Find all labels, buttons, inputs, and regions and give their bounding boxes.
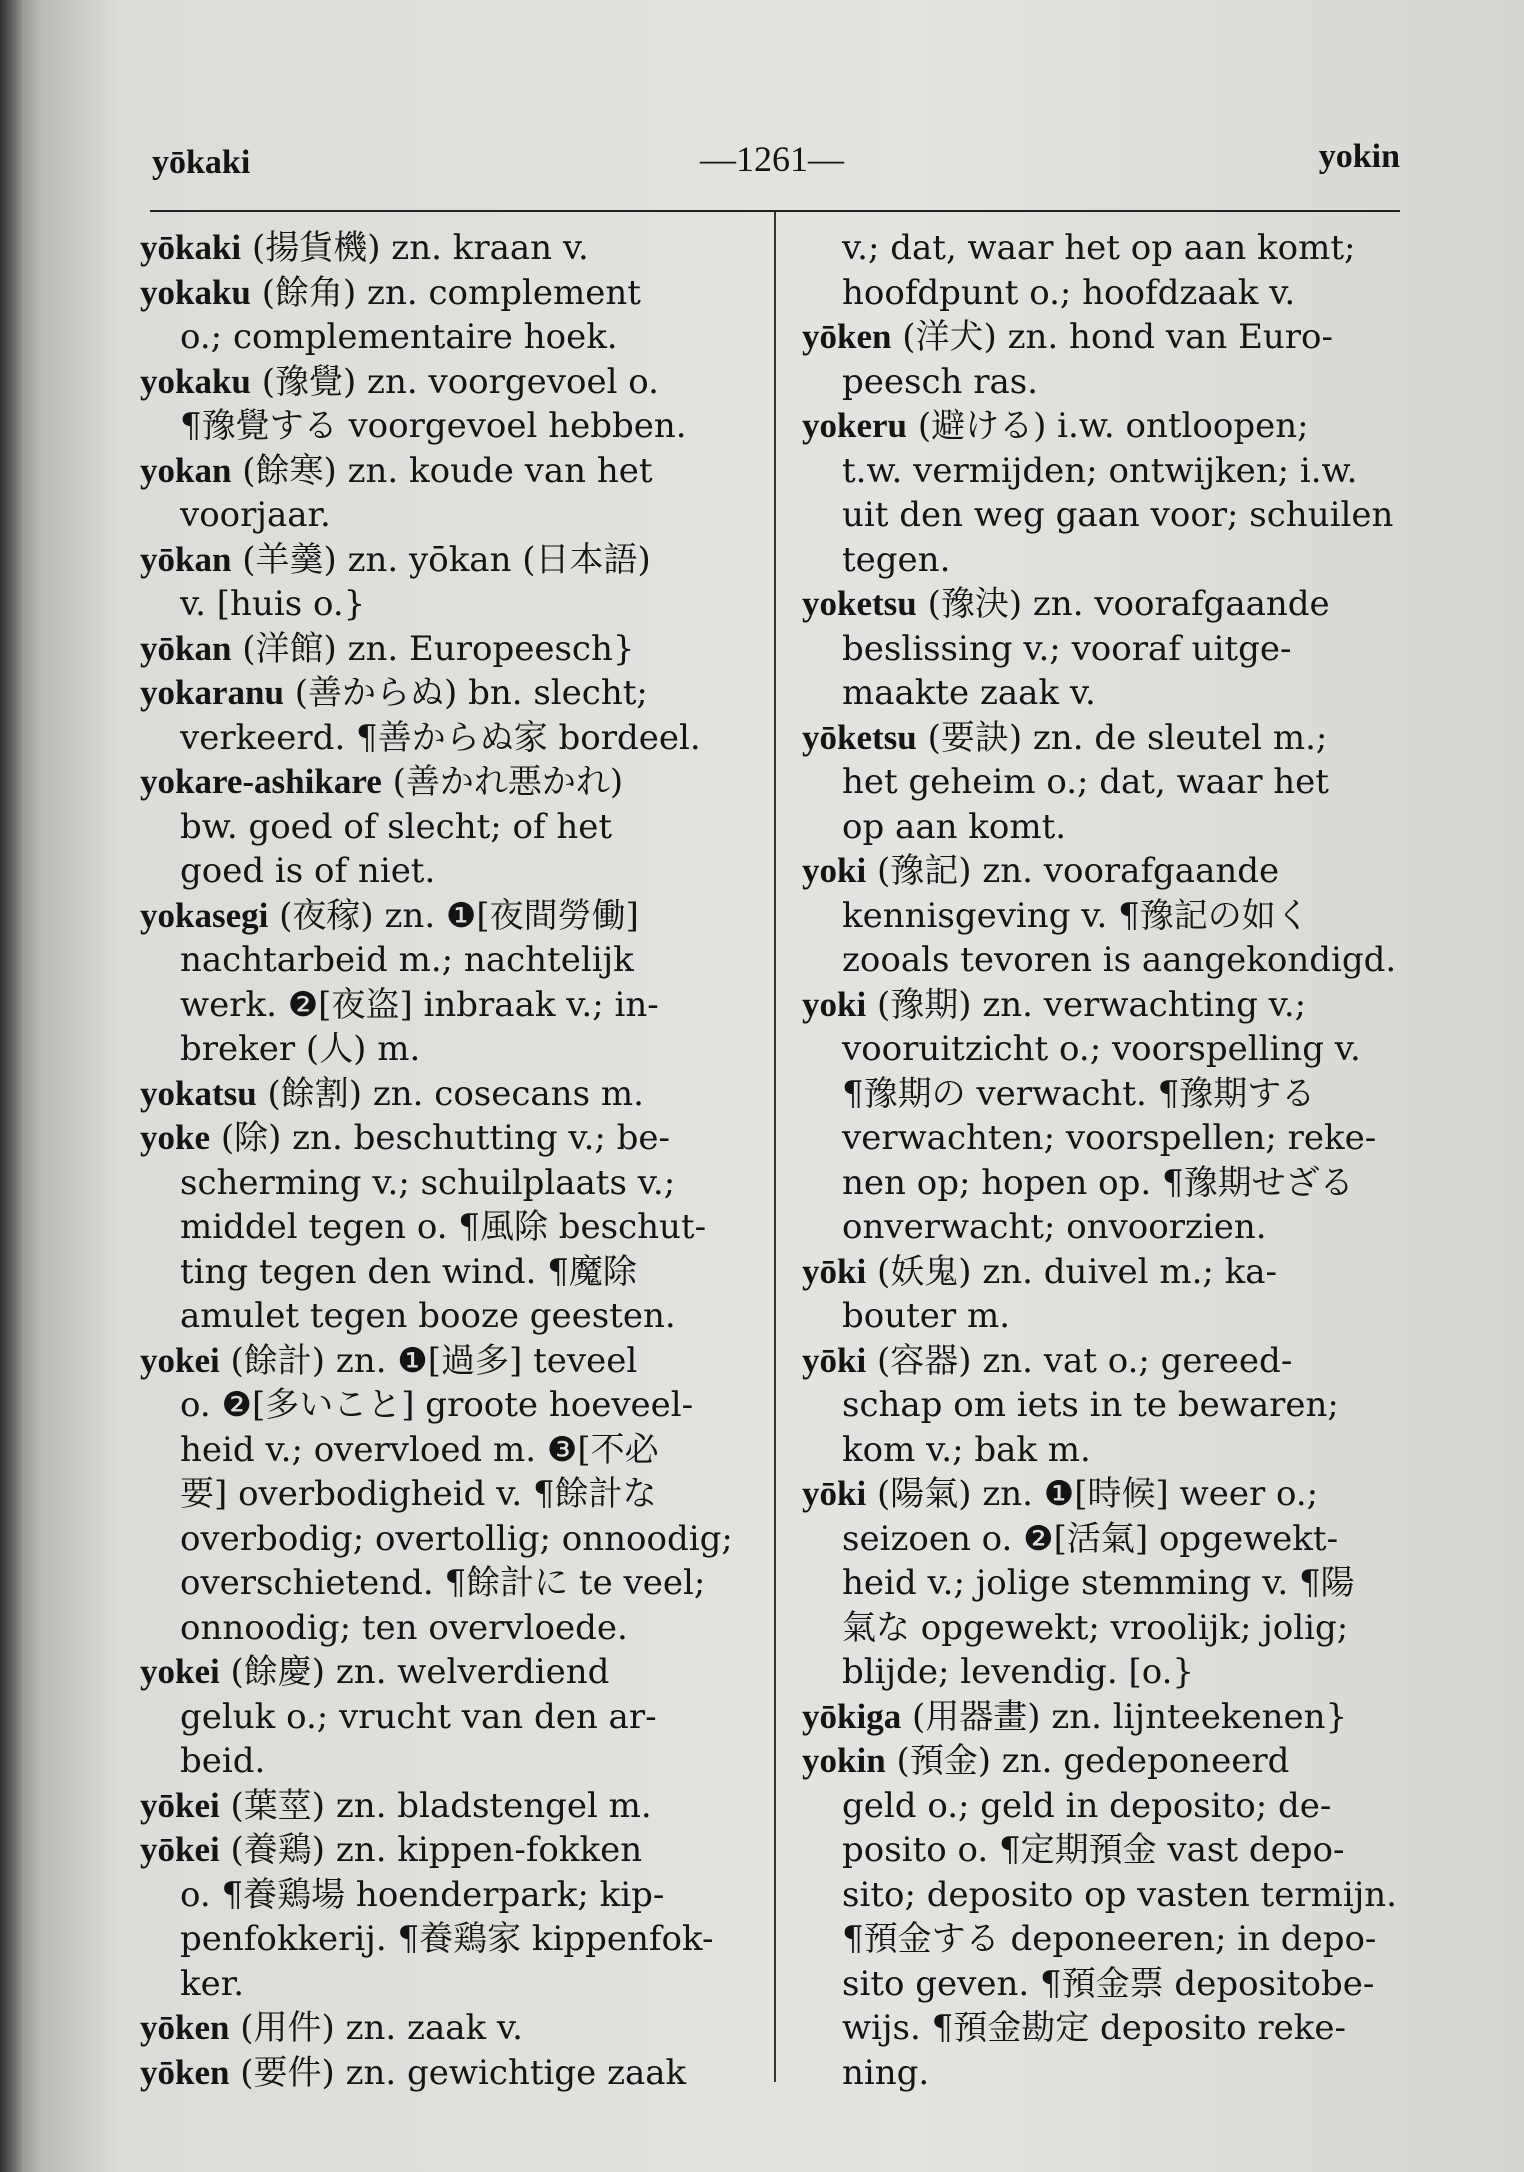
dictionary-entry <box>140 271 760 360</box>
entry-continuation-line <box>140 493 760 538</box>
entry-text: (羊羹) zn. yōkan (日本語) <box>242 539 651 580</box>
headword: yokasegi <box>140 895 269 935</box>
entry-text: verkeerd. ¶善からぬ家 bordeel. <box>180 717 701 758</box>
entry-continuation-line <box>802 1294 1432 1339</box>
dictionary-entry <box>802 716 1432 850</box>
page-edge-shadow <box>0 0 22 2172</box>
entry-text: (要件) zn. gewichtige zaak <box>240 2052 687 2093</box>
entry-text: voorjaar. <box>180 495 331 535</box>
page-number: —1261— <box>700 139 844 179</box>
entry-text: scherming v.; schuilplaats v.; <box>180 1162 676 1203</box>
entry-continuation-line <box>140 1917 760 1962</box>
entry-text: geld o.; geld in deposito; de- <box>842 1785 1332 1826</box>
entry-first-line <box>802 716 1432 761</box>
entry-text: o. ❷[多いこと] groote hoeveel- <box>180 1385 694 1425</box>
entry-continuation-line <box>802 805 1432 850</box>
entry-text: v. [huis o.} <box>180 584 366 624</box>
entry-continuation-line <box>802 1428 1432 1473</box>
dictionary-entry <box>802 226 1432 315</box>
entry-text: overschietend. ¶餘計に te veel; <box>180 1563 706 1603</box>
entry-text: (除) zn. beschutting v.; be- <box>220 1118 671 1158</box>
entry-text: zooals tevoren is aangekondigd. <box>842 940 1397 980</box>
entry-first-line <box>802 404 1432 449</box>
entry-text: middel tegen o. ¶風除 beschut- <box>180 1207 707 1247</box>
headword: yoki <box>802 851 867 890</box>
headword: yōken <box>802 317 892 356</box>
entry-continuation-line <box>140 716 760 761</box>
entry-first-line <box>802 226 1432 271</box>
entry-continuation-line <box>140 1205 760 1250</box>
entry-first-line <box>802 1739 1432 1784</box>
left-column <box>140 226 760 2095</box>
entry-first-line <box>802 1695 1432 1740</box>
dictionary-entry <box>802 849 1432 983</box>
entry-first-line <box>140 2006 760 2051</box>
entry-continuation-line <box>140 1606 760 1651</box>
entry-text: posito o. ¶定期預金 vast depo- <box>842 1830 1345 1870</box>
entry-text: (夜稼) zn. ❶[夜間勞働] <box>279 895 639 936</box>
entry-continuation-line <box>802 1828 1432 1873</box>
entry-first-line <box>140 2051 760 2096</box>
entry-text: (洋館) zn. Europeesch} <box>242 628 635 669</box>
headword: yoketsu <box>802 584 917 623</box>
entry-text: ¶豫覺する voorgevoel hebben. <box>180 406 687 446</box>
entry-first-line <box>802 849 1432 894</box>
headword: yōki <box>802 1474 867 1513</box>
dictionary-entry <box>802 1472 1432 1695</box>
headword: yōken <box>140 2008 230 2047</box>
entry-text: het geheim o.; dat, waar het <box>842 762 1329 802</box>
entry-text: (餘計) zn. ❶[過多] teveel <box>230 1340 638 1381</box>
entry-continuation-line <box>140 983 760 1028</box>
entry-continuation-line <box>802 1561 1432 1606</box>
entry-text: seizoen o. ❷[活氣] opgewekt- <box>842 1518 1339 1559</box>
entry-text: ting tegen den wind. ¶魔除 <box>180 1251 637 1292</box>
entry-continuation-line <box>802 894 1432 939</box>
entry-text: onverwacht; onvoorzien. <box>842 1207 1267 1247</box>
entry-text: (餘慶) zn. welverdiend <box>230 1652 610 1692</box>
dictionary-entry <box>802 1695 1432 1740</box>
entry-text: (豫記) zn. voorafgaande <box>877 851 1280 891</box>
entry-continuation-line <box>802 1072 1432 1117</box>
dictionary-entry <box>140 894 760 1072</box>
entry-continuation-line <box>140 1472 760 1517</box>
entry-text: beid. <box>180 1741 266 1781</box>
dictionary-entry <box>140 449 760 538</box>
entry-continuation-line <box>140 1962 760 2007</box>
headword: yokeru <box>802 406 907 445</box>
header-left-guideword: yōkaki <box>152 144 251 181</box>
entry-text: (葉莖) zn. bladstengel m. <box>230 1785 652 1826</box>
entry-continuation-line <box>802 760 1432 805</box>
entry-text: (養鶏) zn. kippen-fokken <box>230 1830 643 1870</box>
entry-text: (預金) zn. gedeponeerd <box>896 1741 1290 1781</box>
entry-text: bouter m. <box>842 1296 1011 1336</box>
headword: yōken <box>140 2052 230 2092</box>
entry-text: (洋犬) zn. hond van Euro- <box>902 317 1333 357</box>
entry-first-line <box>140 760 760 805</box>
entry-text: heid v.; overvloed m. ❸[不必 <box>180 1429 659 1470</box>
entry-continuation-line <box>802 2006 1432 2051</box>
headword: yōkei <box>140 1785 220 1825</box>
headword: yōki <box>802 1251 867 1291</box>
entry-first-line <box>140 1339 760 1384</box>
entry-text: vooruitzicht o.; voorspelling v. <box>842 1029 1361 1069</box>
headword: yōki <box>802 1340 867 1380</box>
entry-continuation-line <box>140 1695 760 1740</box>
headword: yōkei <box>140 1830 220 1869</box>
entry-continuation-line <box>802 1650 1432 1695</box>
dictionary-entry <box>802 315 1432 404</box>
headword: yokan <box>140 450 232 490</box>
entry-first-line <box>140 671 760 716</box>
entry-first-line <box>140 449 760 494</box>
dictionary-entry <box>802 1739 1432 2095</box>
entry-first-line <box>140 360 760 405</box>
entry-continuation-line <box>802 449 1432 494</box>
entry-continuation-line <box>140 315 760 360</box>
entry-continuation-line <box>140 1383 760 1428</box>
entry-text: (揚貨機) zn. kraan v. <box>251 228 589 268</box>
entry-continuation-line <box>140 1873 760 1918</box>
dictionary-entry <box>802 1339 1432 1473</box>
entry-continuation-line <box>140 1517 760 1562</box>
entry-text: v.; dat, waar het op aan komt; <box>842 228 1356 268</box>
entry-text: peesch ras. <box>842 361 1038 402</box>
entry-text: ker. <box>180 1963 245 2004</box>
entry-continuation-line <box>140 1294 760 1339</box>
dictionary-entry <box>140 1784 760 1829</box>
entry-text: sito; deposito op vasten termijn. <box>842 1874 1397 1915</box>
headword: yokaku <box>140 272 251 312</box>
entry-text: geluk o.; vrucht van den ar- <box>180 1696 657 1737</box>
entry-text: verwachten; voorspellen; reke- <box>842 1118 1377 1158</box>
entry-continuation-line <box>140 849 760 894</box>
dictionary-entry <box>140 2006 760 2051</box>
entry-continuation-line <box>802 1606 1432 1651</box>
entry-continuation-line <box>802 1784 1432 1829</box>
entry-continuation-line <box>802 1027 1432 1072</box>
entry-first-line <box>140 1784 760 1829</box>
entry-first-line <box>140 226 760 271</box>
entry-continuation-line <box>140 805 760 850</box>
entry-text: (要訣) zn. de sleutel m.; <box>927 717 1328 758</box>
entry-text: (餘割) zn. cosecans m. <box>267 1073 644 1114</box>
dictionary-entry <box>802 404 1432 582</box>
entry-text: ning. <box>842 2052 930 2093</box>
entry-text: (豫期) zn. verwachting v.; <box>877 984 1307 1025</box>
entry-text: op aan komt. <box>842 806 1067 847</box>
entry-text: (餘寒) zn. koude van het <box>242 450 653 491</box>
entry-continuation-line <box>140 1739 760 1784</box>
entry-first-line <box>140 894 760 939</box>
entry-text: kennisgeving v. ¶豫記の如く <box>842 895 1310 936</box>
entry-text: onnoodig; ten overvloede. <box>180 1607 628 1648</box>
entry-continuation-line <box>802 1383 1432 1428</box>
entry-text: nachtarbeid m.; nachtelijk <box>180 940 634 980</box>
entry-continuation-line <box>140 1250 760 1295</box>
headword: yōkan <box>140 628 232 668</box>
entry-text: wijs. ¶預金勘定 deposito reke- <box>842 2008 1346 2048</box>
entry-continuation-line <box>802 538 1432 583</box>
entry-continuation-line <box>140 404 760 449</box>
headword: yokin <box>802 1741 886 1780</box>
entry-continuation-line <box>140 1027 760 1072</box>
entry-text: (陽氣) zn. ❶[時候] weer o.; <box>877 1474 1319 1514</box>
entry-text: ¶預金する deponeeren; in depo- <box>842 1919 1377 1959</box>
entry-first-line <box>802 1339 1432 1384</box>
entry-continuation-line <box>140 1161 760 1206</box>
entry-continuation-line <box>802 360 1432 405</box>
entry-continuation-line <box>802 493 1432 538</box>
headword: yokare-ashikare <box>140 762 382 801</box>
entry-continuation-line <box>802 1116 1432 1161</box>
entry-continuation-line <box>802 1873 1432 1918</box>
dictionary-entry <box>802 1250 1432 1339</box>
entry-text: (豫覺) zn. voorgevoel o. <box>261 361 659 402</box>
entry-first-line <box>802 1250 1432 1295</box>
dictionary-entry <box>140 1650 760 1784</box>
dictionary-entry <box>140 538 760 627</box>
entry-first-line <box>140 271 760 316</box>
entry-first-line <box>802 315 1432 360</box>
entry-continuation-line <box>802 1962 1432 2007</box>
entry-first-line <box>140 1072 760 1117</box>
entry-text: hoofdpunt o.; hoofdzaak v. <box>842 272 1296 313</box>
dictionary-entry <box>140 671 760 760</box>
entry-continuation-line <box>140 938 760 983</box>
entry-text: (容器) zn. vat o.; gereed- <box>877 1340 1293 1381</box>
dictionary-entry <box>140 1339 760 1651</box>
dictionary-entry <box>140 226 760 271</box>
headword: yōkan <box>140 539 232 579</box>
entry-text: penfokkerij. ¶養鶏家 kippenfok- <box>180 1919 714 1959</box>
entry-first-line <box>802 582 1432 627</box>
entry-text: ¶豫期の verwacht. ¶豫期する <box>842 1073 1316 1114</box>
entry-text: heid v.; jolige stemming v. ¶陽 <box>842 1563 1355 1603</box>
entry-continuation-line <box>802 671 1432 716</box>
entry-text: sito geven. ¶預金票 depositobe- <box>842 1963 1375 2004</box>
headword: yōkaki <box>140 228 242 267</box>
entry-continuation-line <box>802 1517 1432 1562</box>
headword: yōketsu <box>802 717 917 757</box>
entry-text: bw. goed of slecht; of het <box>180 806 613 847</box>
header-right-guideword: yokin <box>1318 138 1400 175</box>
entry-continuation-line <box>802 1917 1432 1962</box>
entry-continuation-line <box>802 1161 1432 1206</box>
entry-text: (善かれ悪かれ) <box>392 762 624 802</box>
dictionary-entry <box>140 627 760 672</box>
entry-text: blijde; levendig. [o.} <box>842 1652 1195 1692</box>
entry-text: goed is of niet. <box>180 851 436 891</box>
dictionary-entry <box>802 983 1432 1250</box>
dictionary-entry <box>140 1116 760 1339</box>
entry-text: beslissing v.; vooraf uitge- <box>842 628 1292 669</box>
entry-text: uit den weg gaan voor; schuilen <box>842 495 1394 535</box>
entry-continuation-line <box>140 1561 760 1606</box>
headword: yokei <box>140 1652 220 1691</box>
entry-text: 氣な opgewekt; vroolijk; jolig; <box>842 1607 1349 1648</box>
entry-first-line <box>140 627 760 672</box>
entry-first-line <box>140 1828 760 1873</box>
dictionary-entry <box>140 1072 760 1117</box>
entry-text: (用件) zn. zaak v. <box>240 2008 523 2048</box>
entry-text: (善からぬ) bn. slecht; <box>294 673 648 713</box>
entry-continuation-line <box>802 271 1432 316</box>
entry-continuation-line <box>140 1428 760 1473</box>
page-header <box>150 138 1400 188</box>
dictionary-entry <box>802 582 1432 716</box>
entry-text: amulet tegen booze geesten. <box>180 1296 676 1336</box>
entry-text: o. ¶養鶏場 hoenderpark; kip- <box>180 1874 665 1915</box>
entry-text: maakte zaak v. <box>842 673 1096 713</box>
entry-text: werk. ❷[夜盗] inbraak v.; in- <box>180 984 659 1025</box>
headword: yokatsu <box>140 1073 257 1113</box>
entry-continuation-line <box>802 938 1432 983</box>
entry-first-line <box>802 1472 1432 1517</box>
entry-text: (避ける) i.w. ontloopen; <box>917 406 1309 446</box>
dictionary-entry <box>140 1828 760 2006</box>
entry-text: schap om iets in te bewaren; <box>842 1385 1339 1425</box>
entry-text: o.; complementaire hoek. <box>180 317 618 357</box>
headword: yokaranu <box>140 673 284 712</box>
entry-text: (妖鬼) zn. duivel m.; ka- <box>877 1251 1277 1292</box>
headword: yoki <box>802 984 867 1024</box>
right-column <box>802 226 1432 2095</box>
entry-text: tegen. <box>842 539 951 580</box>
entry-first-line <box>140 538 760 583</box>
headword: yōkiga <box>802 1696 902 1736</box>
entry-text: 要] overbodigheid v. ¶餘計な <box>180 1474 657 1514</box>
entry-text: t.w. vermijden; ontwijken; i.w. <box>842 450 1358 491</box>
entry-first-line <box>802 983 1432 1028</box>
entry-continuation-line <box>140 582 760 627</box>
headword: yokei <box>140 1340 220 1380</box>
entry-continuation-line <box>802 1205 1432 1250</box>
entry-continuation-line <box>802 627 1432 672</box>
entry-text: (餘角) zn. complement <box>261 272 641 313</box>
entry-continuation-line <box>802 2051 1432 2096</box>
entry-first-line <box>140 1650 760 1695</box>
entry-text: (豫決) zn. voorafgaande <box>927 584 1330 624</box>
entry-text: nen op; hopen op. ¶豫期せざる <box>842 1162 1354 1203</box>
dictionary-entry <box>140 360 760 449</box>
dictionary-entry <box>140 760 760 894</box>
entry-text: kom v.; bak m. <box>842 1429 1091 1470</box>
entry-first-line <box>140 1116 760 1161</box>
column-divider <box>774 212 776 2082</box>
entry-text: (用器畫) zn. lijnteekenen} <box>912 1696 1348 1737</box>
entry-text: breker (人) m. <box>180 1029 421 1069</box>
headword: yokaku <box>140 361 251 401</box>
headword: yoke <box>140 1118 210 1157</box>
entry-text: overbodig; overtollig; onnoodig; <box>180 1518 733 1559</box>
dictionary-entry <box>140 2051 760 2096</box>
